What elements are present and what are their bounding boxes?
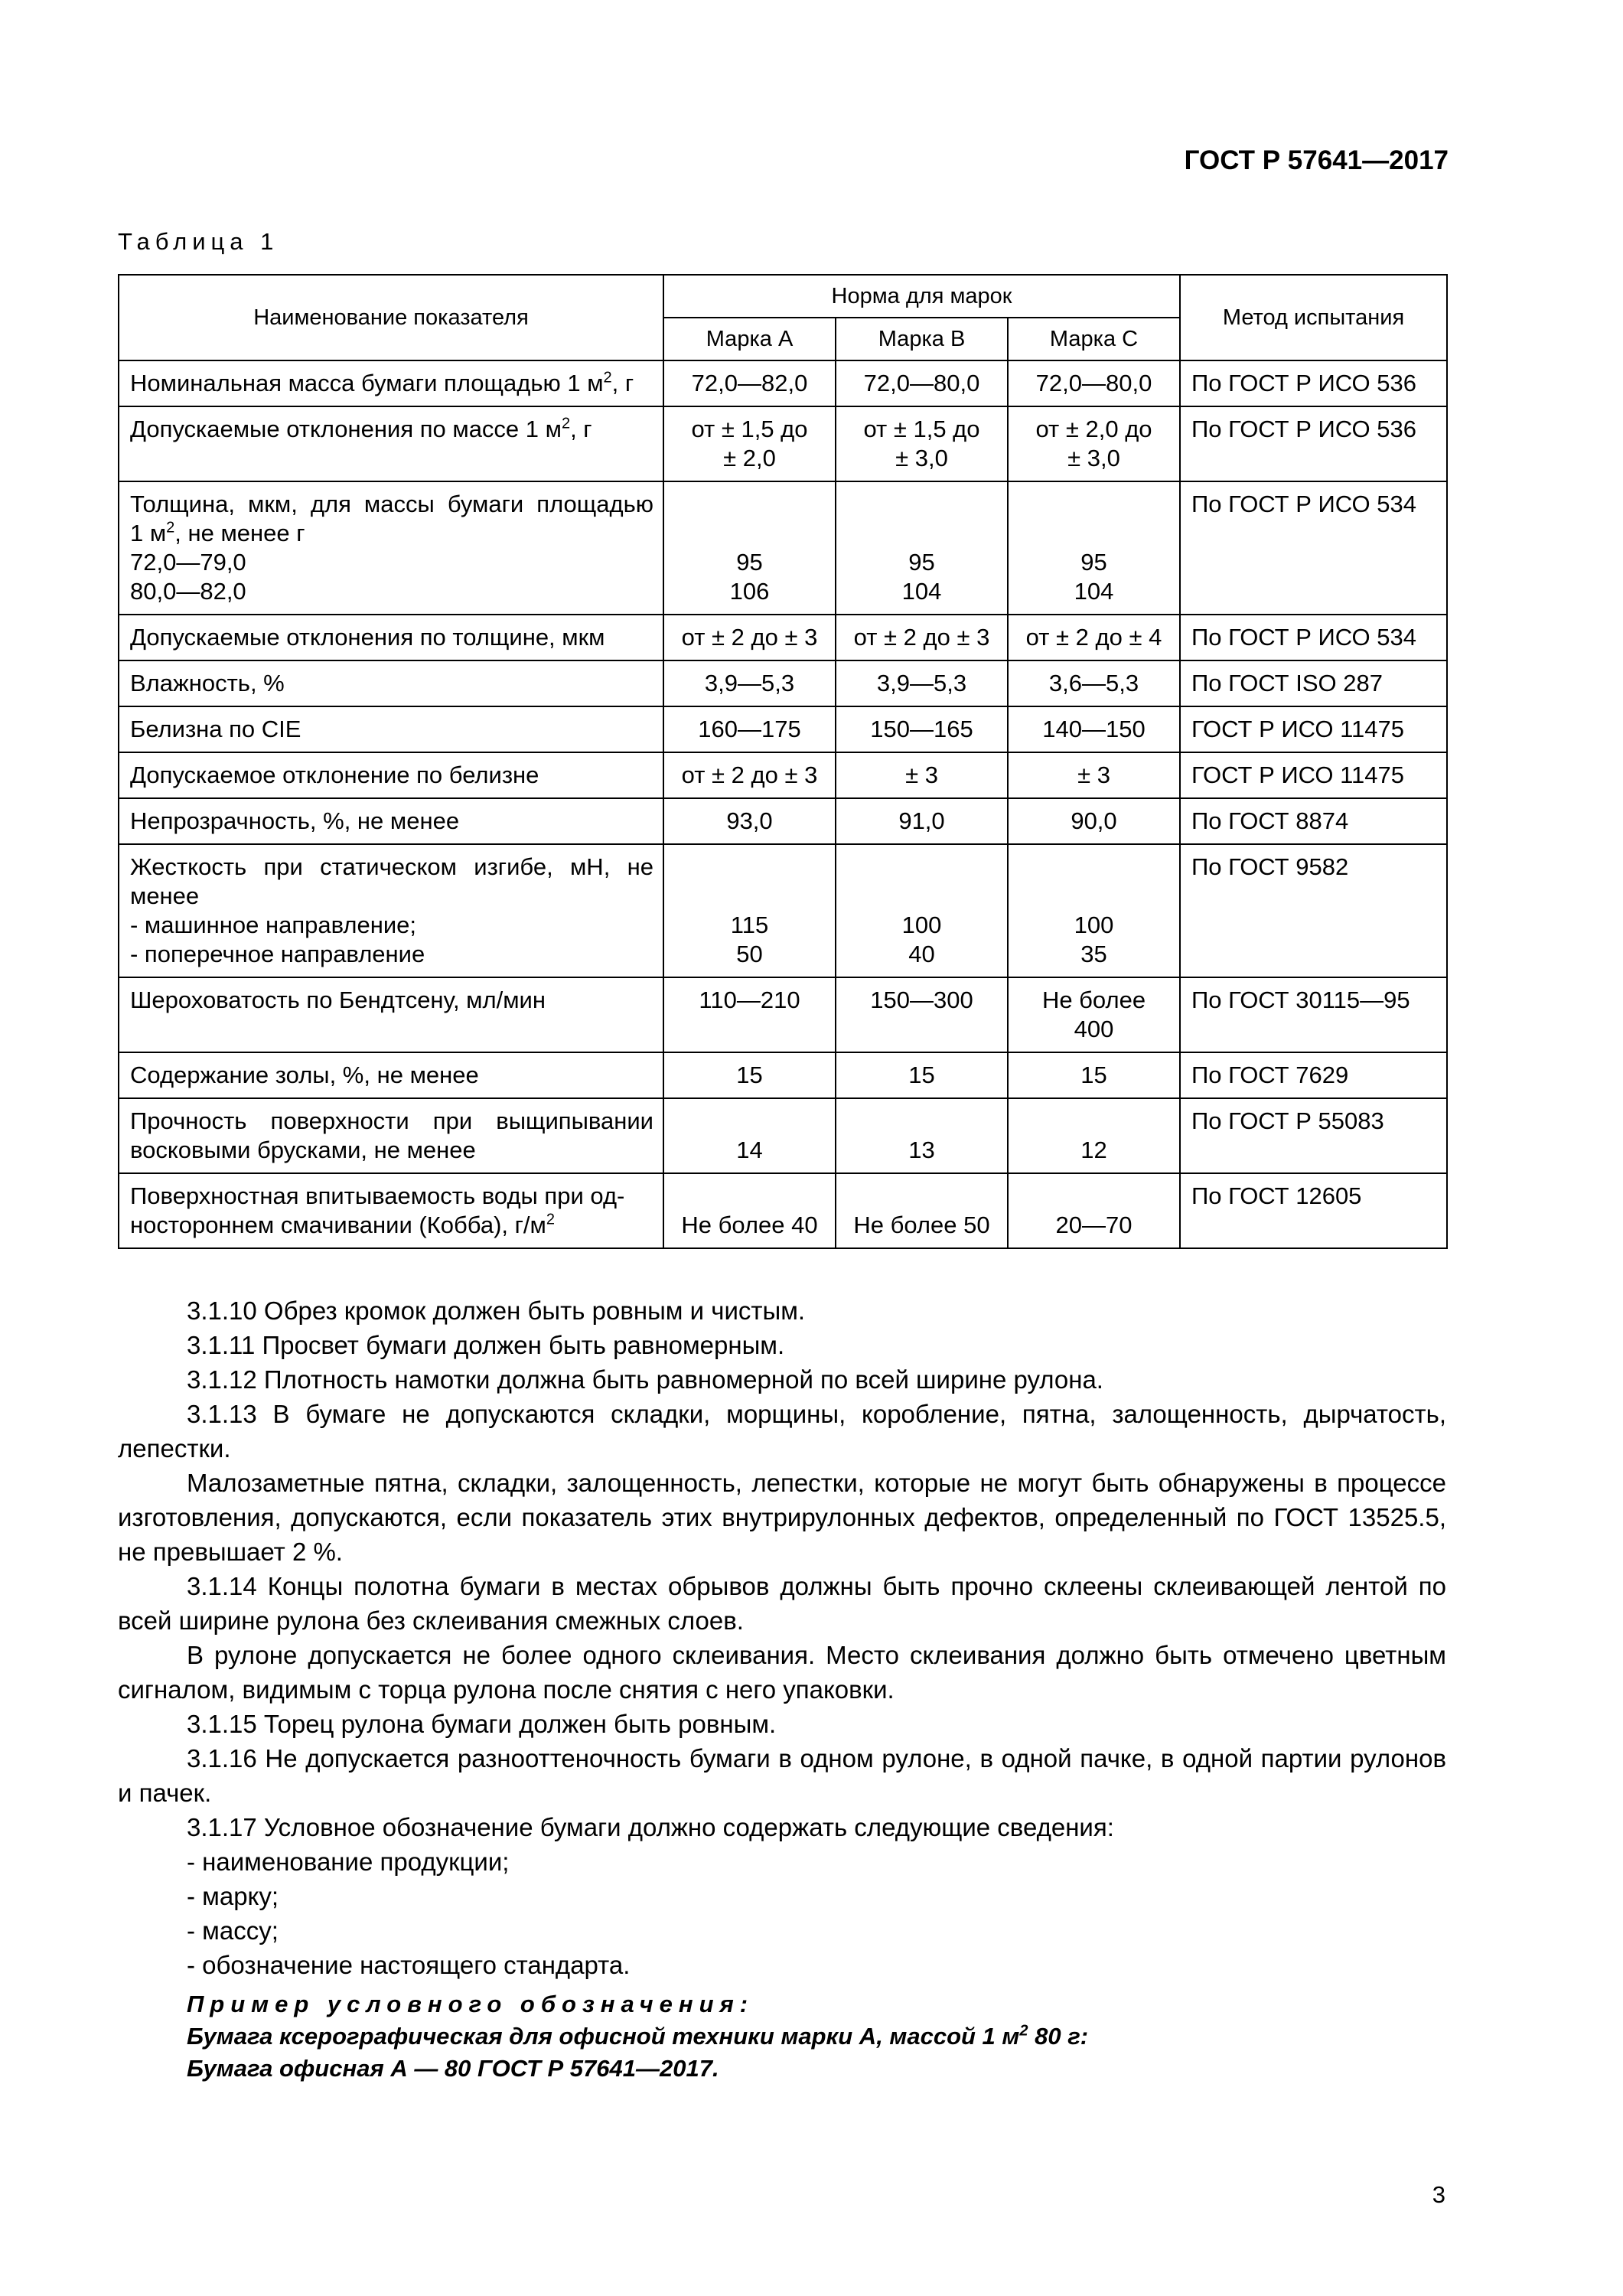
value-grade-c: ± 3	[1008, 752, 1180, 798]
standard-code: ГОСТ Р 57641—2017	[1184, 145, 1449, 175]
paragraph: В рулоне допускается не более одного склеивания. Место склеивания должно быть отмечено цветным сигналом, видимым с торца рулона после снятия с него упаковки.	[118, 1641, 1446, 1704]
list-item: - массу;	[187, 1916, 279, 1945]
value-grade-a: 115 50	[663, 844, 836, 977]
designation-example	[118, 1988, 1446, 2085]
paragraph: 3.1.10 Обрез кромок должен быть ровным и чистым.	[187, 1296, 806, 1325]
table-row	[119, 706, 1447, 752]
table-row	[119, 752, 1447, 798]
test-method: По ГОСТ Р ИСО 536	[1180, 406, 1447, 481]
value-grade-a: 160—175	[663, 706, 836, 752]
paragraph: 3.1.13 В бумаге не допускаются складки, морщины, коробление, пятна, залощенность, дырчатость, лепестки.	[118, 1400, 1446, 1463]
value-grade-a: от ± 1,5 до ± 2,0	[663, 406, 836, 481]
row-name: Жесткость при статическом изгибе, мН, не менее - машинное направление; - поперечное направление	[119, 844, 663, 977]
value-grade-a: 14	[663, 1098, 836, 1173]
test-method: По ГОСТ Р ИСО 534	[1180, 615, 1447, 660]
test-method: По ГОСТ 9582	[1180, 844, 1447, 977]
test-method: По ГОСТ Р ИСО 536	[1180, 360, 1447, 406]
value-grade-c: от ± 2 до ± 4	[1008, 615, 1180, 660]
paragraph: 3.1.14 Концы полотна бумаги в местах обрывов должны быть прочно склеены склеивающей лентой по всей ширине рулона без склеивания смежных слоев.	[118, 1572, 1446, 1635]
paragraph: 3.1.15 Торец рулона бумаги должен быть ровным.	[187, 1710, 777, 1738]
row-name: Содержание золы, %, не менее	[119, 1052, 663, 1098]
example-title: Пример условного обозначения:	[187, 1991, 754, 2017]
value-grade-c: 20—70	[1008, 1173, 1180, 1248]
value-grade-b: 150—165	[836, 706, 1008, 752]
table-row	[119, 406, 1447, 481]
value-grade-a: 95 106	[663, 481, 836, 615]
value-grade-c: 140—150	[1008, 706, 1180, 752]
row-name: Номинальная масса бумаги площадью 1 $м^2$, г	[119, 360, 663, 406]
value-grade-a: 15	[663, 1052, 836, 1098]
test-method: По ГОСТ Р ИСО 534	[1180, 481, 1447, 615]
header-grade-a: Марка А	[663, 318, 836, 360]
value-grade-c: 95 104	[1008, 481, 1180, 615]
table-row	[119, 1098, 1447, 1173]
table-row	[119, 977, 1447, 1052]
table-row	[119, 481, 1447, 615]
value-grade-b: 72,0—80,0	[836, 360, 1008, 406]
table-row	[119, 1173, 1447, 1248]
value-grade-b: 150—300	[836, 977, 1008, 1052]
header-norm-group: Норма для марок	[663, 275, 1180, 318]
value-grade-b: 15	[836, 1052, 1008, 1098]
specification-table	[118, 274, 1448, 1249]
value-grade-b: 100 40	[836, 844, 1008, 977]
table-row	[119, 1052, 1447, 1098]
test-method: По ГОСТ Р 55083	[1180, 1098, 1447, 1173]
test-method: По ГОСТ 8874	[1180, 798, 1447, 844]
row-name: Прочность поверхности при выщипывании восковыми брусками, не менее	[119, 1098, 663, 1173]
value-grade-b: 3,9—5,3	[836, 660, 1008, 706]
table-row	[119, 615, 1447, 660]
example-line: Бумага офисная А — 80 ГОСТ Р 57641—2017.	[187, 2055, 719, 2082]
value-grade-c: 3,6—5,3	[1008, 660, 1180, 706]
list-item: - марку;	[187, 1882, 279, 1910]
value-grade-b: 13	[836, 1098, 1008, 1173]
table-row	[119, 844, 1447, 977]
test-method: По ГОСТ 30115—95	[1180, 977, 1447, 1052]
paragraph: 3.1.16 Не допускается разнооттеночность бумаги в одном рулоне, в одной пачке, в одной партии рулонов и пачек.	[118, 1744, 1446, 1807]
table-row	[119, 660, 1447, 706]
value-grade-a: 110—210	[663, 977, 836, 1052]
test-method: ГОСТ Р ИСО 11475	[1180, 706, 1447, 752]
value-grade-c: 100 35	[1008, 844, 1180, 977]
value-grade-c: 15	[1008, 1052, 1180, 1098]
list-item: - обозначение настоящего стандарта.	[187, 1951, 631, 1979]
value-grade-c: от ± 2,0 до ± 3,0	[1008, 406, 1180, 481]
row-name: Непрозрачность, %, не менее	[119, 798, 663, 844]
value-grade-c: 72,0—80,0	[1008, 360, 1180, 406]
value-grade-b: ± 3	[836, 752, 1008, 798]
value-grade-b: 91,0	[836, 798, 1008, 844]
value-grade-a: от ± 2 до ± 3	[663, 615, 836, 660]
example-line: Бумага ксерографическая для офисной техники марки А, массой 1 $м^2$ 80 г:	[187, 2022, 1089, 2050]
row-name: Допускаемое отклонение по белизне	[119, 752, 663, 798]
value-grade-b: от ± 1,5 до ± 3,0	[836, 406, 1008, 481]
value-grade-a: Не более 40	[663, 1173, 836, 1248]
test-method: По ГОСТ 12605	[1180, 1173, 1447, 1248]
header-indicator-name: Наименование показателя	[119, 275, 663, 360]
list-item: - наименование продукции;	[187, 1848, 510, 1876]
designation-list	[118, 1844, 1446, 1982]
value-grade-a: 93,0	[663, 798, 836, 844]
paragraph: 3.1.17 Условное обозначение бумаги должно содержать следующие сведения:	[187, 1813, 1114, 1841]
test-method: По ГОСТ 7629	[1180, 1052, 1447, 1098]
value-grade-a: 3,9—5,3	[663, 660, 836, 706]
value-grade-a: от ± 2 до ± 3	[663, 752, 836, 798]
row-name: Толщина, мкм, для массы бумаги площадью 1 $м^2$, не менее г 72,0—79,0 80,0—82,0	[119, 481, 663, 615]
paragraph: Малозаметные пятна, складки, залощенность, лепестки, которые не могут быть обнаружены в процессе изготовления, допускаются, если показатель этих внутрирулонных дефектов, определенный по ГОСТ 13525.5, не превышает 2 %.	[118, 1469, 1446, 1566]
row-name: Допускаемые отклонения по массе 1 $м^2$, г	[119, 406, 663, 481]
value-grade-c: 12	[1008, 1098, 1180, 1173]
row-name: Шероховатость по Бендтсену, мл/мин	[119, 977, 663, 1052]
value-grade-c: Не более 400	[1008, 977, 1180, 1052]
body-text	[118, 1293, 1446, 2085]
value-grade-c: 90,0	[1008, 798, 1180, 844]
paragraph: 3.1.11 Просвет бумаги должен быть равномерным.	[187, 1331, 785, 1359]
value-grade-b: от ± 2 до ± 3	[836, 615, 1008, 660]
header-grade-b: Марка В	[836, 318, 1008, 360]
paragraph: 3.1.12 Плотность намотки должна быть равномерной по всей ширине рулона.	[187, 1365, 1103, 1394]
header-test-method: Метод испытания	[1180, 275, 1447, 360]
table-caption: Таблица 1	[118, 228, 279, 255]
table-row	[119, 798, 1447, 844]
value-grade-b: 95 104	[836, 481, 1008, 615]
value-grade-a: 72,0—82,0	[663, 360, 836, 406]
row-name: Допускаемые отклонения по толщине, мкм	[119, 615, 663, 660]
table-row	[119, 360, 1447, 406]
row-name: Влажность, %	[119, 660, 663, 706]
header-grade-c: Марка С	[1008, 318, 1180, 360]
row-name: Белизна по CIE	[119, 706, 663, 752]
page-number: 3	[1432, 2181, 1445, 2208]
value-grade-b: Не более 50	[836, 1173, 1008, 1248]
test-method: ГОСТ Р ИСО 11475	[1180, 752, 1447, 798]
test-method: По ГОСТ ISO 287	[1180, 660, 1447, 706]
row-name: Поверхностная впитываемость воды при од- ностороннем смачивании (Кобба), $г/м^2$	[119, 1173, 663, 1248]
